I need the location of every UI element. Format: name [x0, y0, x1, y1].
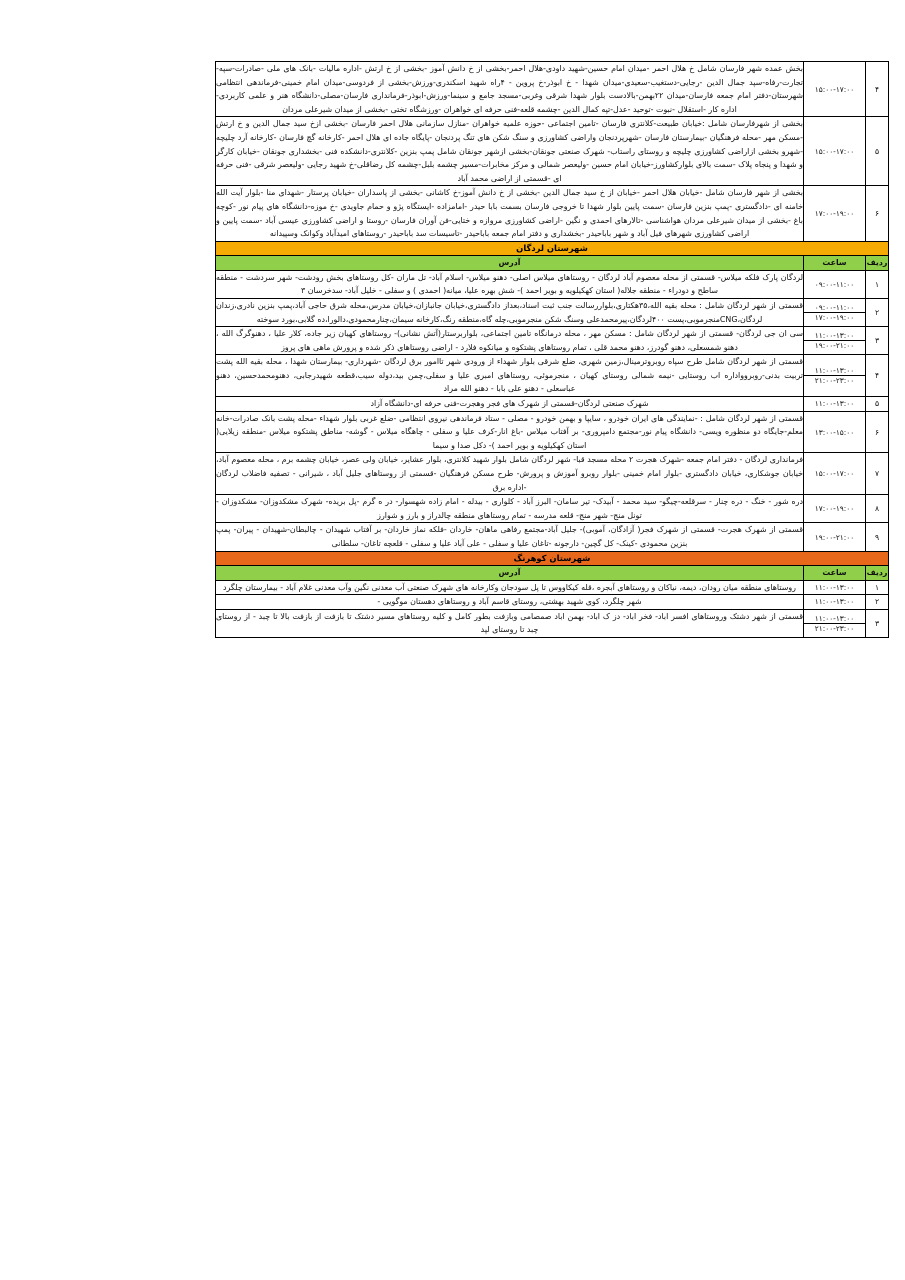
column-header-address: آدرس — [216, 565, 804, 580]
outage-schedule-sheet — [216, 61, 889, 638]
outage-time-cell — [804, 580, 866, 595]
row-number: ۱ — [866, 580, 889, 595]
outage-address-cell: شهرک صنعتی لردگان-قسمتی از شهرک های فجر وهجرت-فنی حرفه ای-دانشگاه آزاد — [216, 397, 804, 412]
outage-time-slot: ۱۱:۰۰-۱۳:۰۰ — [814, 366, 855, 376]
outage-time-cell — [804, 298, 866, 326]
outage-address-cell: روستاهای منطقه میان رودان، دیمه، نیاکان و روستاهای آبجره ،قله کیکاووس تا پل سودجان وکارخانه های شهرک صنعتی آب معدنی نگین وآب معدنی غلام آباد - بیمارستان چلگرد — [216, 580, 804, 595]
row-number: ۴ — [866, 62, 889, 117]
table-row — [216, 580, 889, 595]
outage-time-slot: ۱۵:۰۰-۱۷:۰۰ — [814, 469, 855, 479]
outage-time-slot: ۱۱:۰۰-۱۳:۰۰ — [814, 582, 855, 592]
outage-address-cell: شهر چلگرد، کوی شهید بهشتی، روستای قاسم آباد و روستاهای دهستان موگویی - — [216, 595, 804, 610]
column-header-time: ساعت — [804, 565, 866, 580]
row-number: ۶ — [866, 186, 889, 241]
outage-address-cell: بخشی از شهرفارسان شامل :خیابان طبیعت-کلانتری فارسان -تامین اجتماعی -حوزه علمیه خواهران -منازل سازمانی هلال احمر فارسان -بخشی ازخ سید جمال الدین و خ ارتش -مسکن مهر -محله فرهنگیان -بیمارستان فارسان -شهرپردنجان واراضی کشاورزی و سنگ شکن های تنگ پردنجان -پایگاه جاده ای هلال احمر -کارخانه گچ فارسان -کارخانه آرد چلیچه -شهرو بخشی ازاراضی کشاورزی چلیچه و روستای راستاب- شهرک صنعتی جونقان-بخشی ازشهر جونقان شامل پمپ بنزین -کلانتری-دانشکده فنی -بخشداری جونقان -خیابان کارگر و شهدا و پنجاه پلاک -سمت بالای بلوارکشاورز-خیابان امام حسین -ولیعصر شمالی و مرکز مخابرات-مسیر چشمه بلبل-چشمه کل رضاقلی-خ شهید رجایی -ولیعصر شرقی -فنی حرفه ای -قسمتی از اراضی محمد آباد — [216, 117, 804, 186]
table-row — [216, 270, 889, 298]
outage-time-cell — [804, 523, 866, 551]
outage-time-slot: ۱۷:۰۰-۱۹:۰۰ — [804, 312, 865, 322]
table-row — [216, 117, 889, 186]
outage-time-slot: ۱۱:۰۰-۱۳:۰۰ — [814, 613, 855, 623]
outage-time-slot: ۱۱:۰۰-۱۳:۰۰ — [814, 331, 855, 341]
outage-time-slot: ۰۹:۰۰-۱۱:۰۰ — [814, 303, 855, 312]
column-header-address: آدرس — [216, 255, 804, 270]
row-number: ۹ — [866, 523, 889, 551]
row-number: ۵ — [866, 117, 889, 186]
table-row — [216, 495, 889, 523]
outage-time-slot: ۱۳:۰۰-۱۵:۰۰ — [814, 427, 855, 437]
table-row — [216, 453, 889, 495]
outage-time-slot: ۱۱:۰۰-۱۳:۰۰ — [814, 399, 855, 409]
outage-time-cell — [804, 609, 866, 637]
outage-time-slot: ۱۷:۰۰-۱۹:۰۰ — [814, 504, 855, 514]
row-number: ۳ — [866, 609, 889, 637]
row-number: ۲ — [866, 298, 889, 326]
outage-time-cell — [804, 62, 866, 117]
section-title-row — [216, 241, 889, 255]
section-title: شهرستان کوهرنگ — [216, 551, 889, 565]
column-header-row — [216, 565, 889, 580]
outage-schedule-table — [215, 61, 889, 638]
table-row — [216, 62, 889, 117]
table-row — [216, 523, 889, 551]
row-number: ۷ — [866, 453, 889, 495]
table-row — [216, 609, 889, 637]
outage-address-cell: قسمتی از شهر دشتک وروستاهای افسر اباد- فخر اباد- دز ک اباد- بهمن اباد صمصامی وبازفت بطور کامل و کلیه روستاهای مسیر دشتک تا بازفت از بازفت بالا تا چبد - از روستای چبد تا روستای لپد — [216, 609, 804, 637]
row-number: ۸ — [866, 495, 889, 523]
outage-time-slot: ۱۷:۰۰-۱۹:۰۰ — [814, 209, 855, 219]
outage-time-cell — [804, 397, 866, 412]
table-row — [216, 298, 889, 326]
outage-time-cell — [804, 595, 866, 610]
outage-time-slot: ۱۹:۰۰-۲۱:۰۰ — [814, 532, 855, 542]
column-header-row-number: ردیف — [866, 255, 889, 270]
row-number: ۴ — [866, 355, 889, 397]
outage-address-cell: فرمانداری لردگان - دفتر امام جمعه -شهرک هجرت ۲ محله مسجد قبا- شهر لردگان شامل بلوار شهید کلانتری، بلوار عشایر، خیابان ولی عصر، خیابان چشمه برم ، محله معصوم آباد، خیابان جوشکاری، خیابان دادگستری -بلوار امام خمینی -بلوار روبرو آموزش و پرورش- طرح مسکن فرهنگیان -قسمتی از روستاهای جلیل آباد ، شیرانی - تصفیه فاضلاب لردگان -اداره برق — [216, 453, 804, 495]
outage-time-cell — [804, 355, 866, 397]
row-number: ۳ — [866, 327, 889, 355]
row-number: ۶ — [866, 411, 889, 453]
row-number: ۵ — [866, 397, 889, 412]
outage-address-cell: بخش عمده شهر فارسان شامل خ هلال احمر -میدان امام حسین-شهید داودی-هلال احمر-بخشی از خ دانش آموز -بخشی از خ ارتش -اداره مالیات -بانک های ملی -صادرات-سپه-تجارت-رفاه-سپد جمال الدین -رجایی-دستغیب-سعیدی-میدان شهدا - خ ابوذر-خ پروین - ۴راه شهید اسکندری-ورزش-بخشی از فردوسی-میدان امام خمینی-فرماندهی انتظامی شهرستان-دفتر امام جمعه فارسان-میدان ۲۲بهمن-بالادست بلوار شهدا شرقی وغربی-مسجد جامع و سینما-ورزش-ابوذر-فرمانداری فارسان-مصلی-دانشگاه هنر و علمی کاربردی-اداره کار -استقلال -نبوت -توحید -عدل-تپه کمال الدین -چشمه قلعه-فنی حرفه ای خواهران -ورزشگاه تختی -بخشی از میدان شیرعلی مردان — [216, 62, 804, 117]
outage-time-cell — [804, 117, 866, 186]
table-row — [216, 355, 889, 397]
column-header-time: ساعت — [804, 255, 866, 270]
outage-time-slot: ۱۹:۰۰-۲۱:۰۰ — [804, 340, 865, 350]
outage-time-slot: ۰۹:۰۰-۱۱:۰۰ — [814, 279, 855, 289]
outage-address-cell: قسمتی از شهر لردگان شامل طرح سپاه روبروترمینال،زمین شهری، ضلع شرقی بلوار شهداء از ورودی شهر تاامور برق لردگان -شهرداری- بیمارستان شهدا ، محله بقیه الله پشت تربیت بدنی-روبروواداره اب روستایی -نیمه شمالی روستای کهیان ، منجرموئی، روستاهای امبری علیا و سفلی،چمن بید،دوله سیب،قطعه شهیدرجابی، دهنومحمدحسین، دهنو عباسعلی - دهنو علی بابا - دهنو الله مراد — [216, 355, 804, 397]
section-title: شهرستان لردگان — [216, 241, 889, 255]
section-title-row — [216, 551, 889, 565]
outage-time-cell — [804, 453, 866, 495]
column-header-row-number: ردیف — [866, 565, 889, 580]
row-number: ۱ — [866, 270, 889, 298]
outage-address-cell: سی ان جی لردگان- قسمتی از شهر لردگان شامل : مسکن مهر ، محله درمانگاه تامین اجتماعی، بلواربرستار(آتش نشانی)- روستاهای کهیان زیر جاده، کلار علیا ، دهنوگرگ الله ، دهنو شمسعلی، دهنو گودرز، دهنو محمد قلی ، تمام روستاهای پشتکوه و میانکوه فلارد - اراضی روستاهای ذکر شده و پرورش ماهی های پروز — [216, 327, 804, 355]
table-row — [216, 595, 889, 610]
outage-time-slot: ۱۱:۰۰-۱۳:۰۰ — [814, 597, 855, 607]
outage-address-cell: دره شور - خنگ - دره چنار - سرقلعه-چیگو- سید محمد - آبیدک- تیر سامان- البرز آباد - کلواری - بیدله - امام زاده شهسوار- در ه گرم -پل بریده- شهرک مشکدوزان- مشکدوزان - تونل منج- شهر منج- قلعه مدرسه - تمام روستاهای منطقه چالدراز و بارز و شوارز — [216, 495, 804, 523]
outage-time-slot: ۲۱:۰۰-۲۳:۰۰ — [804, 375, 865, 385]
outage-time-cell — [804, 495, 866, 523]
outage-time-slot: ۱۵:۰۰-۱۷:۰۰ — [814, 84, 855, 94]
table-row — [216, 397, 889, 412]
outage-time-cell — [804, 411, 866, 453]
outage-address-cell: بخشی از شهر فارسان شامل -خیابان هلال احمر -خیابان از خ سید جمال الدین -بخشی از خ دانش آموز-خ کاشانی -بخشی از پاسداران -خیابان پرستار -شهدای منا -بلوار آیت الله خامنه ای -دادگستری -پمپ بنزین فارسان -سمت پایین بلوار شهدا تا خروجی فارسان بسمت بابا حیدر -امامزاده -ایستگاه پژو و حمام جاویدی -خ موزه-دانشگاه های پیام نور -کوچه باغ -بخشی از میدان شیرعلی مردان هواشناسی -تالارهای احمدی و نگین -اراضی کشاورزی مروازه و ختایی-فن آوران فارسان -روستا و اراضی کشاورزی عیسی آباد -سمت پایین و اراضی کشاورزی شهرهای فیل آباد و شهر باباحیدر -بخشداری و دفتر امام جمعه باباحیدر -تاسیسات سد باباحیدر -روستاهای امیدآباد وکوانک وسپیدانه — [216, 186, 804, 241]
outage-address-cell: قسمتی از شهر لردگان شامل : محله بقیه الله،۳۵هکتاری،بلواررسالت جنب ثبت اسناد،بعداز دادگستری،خیابان جانبازان،خیابان مدرس،محله شرق حاجی آباد،پمپ بنزین نادری،زندان لردگان،CNGمنجرموبی،پست ۴۰۰لردگان،پیرمحمدعلی وسنگ شکن منجرموبی،چله گاه،منطقه رنگ،کارخانه سیمان،چنارمحمودی،دالورا،ده گلابی،بورد سوخته — [216, 298, 804, 326]
outage-time-cell — [804, 327, 866, 355]
table-row — [216, 411, 889, 453]
outage-address-cell: لردگان پارک فلکه میلاس- قسمتی از محله معصوم آباد لردگان - روستاهای میلاس اصلی- دهنو میلاس- اسلام آباد- تل ماران -کل روستاهای بخش رودشت- شهر سردشت - منطقه ساطح و دودراء - منطقه جلاله( استان کهکیلویه و بویر احمد )- شش بهره علیا، میانه( احمدی ) و سفلی - خلیل آباد- سدخرسان ۳ — [216, 270, 804, 298]
table-row — [216, 327, 889, 355]
table-row — [216, 186, 889, 241]
row-number: ۲ — [866, 595, 889, 610]
outage-time-slot: ۲۱:۰۰-۲۳:۰۰ — [804, 623, 865, 633]
outage-time-cell — [804, 270, 866, 298]
outage-time-slot: ۱۵:۰۰-۱۷:۰۰ — [814, 146, 855, 156]
outage-address-cell: قسمتی از شهر لردگان شامل : -نمایندگی های ایران خودرو ، سایپا و بهمن خودرو - مصلی - ستاد فرماندهی نیروی انتظامی -ضلع غربی بلوار شهداء -محله پشت بانک صادرات-خانه معلم-جایگاه دو منظوره ویسی- دانشگاه پیام نور-مجتمع دامپروری- بر آفتاب میلاس -باغ انار-کرف علیا و سفلی - چاهگاه میلاس - گوشه- مناطق پشتکوه میلاس -منطقه زیلایی( استان کهکیلویه و بویر احمد )- دکل صدا و سیما — [216, 411, 804, 453]
column-header-row — [216, 255, 889, 270]
outage-address-cell: قسمتی از شهرک هجرت- قسمتی از شهرک فجر( آزادگان، آموبی)- جلیل آباد-مجتمع رفاهی ماهان- خاردان -فلکه نماز خاردان- بر آفتاب شهیدان - چالبطان-شهیدان - پیران- پمپ بنزین محمودی -کینک- کل گچین- دارجونه -تاغان علیا و سفلی - علی آباد علیا و سفلی - قلعچه تاغان- سلطانی — [216, 523, 804, 551]
outage-time-cell — [804, 186, 866, 241]
